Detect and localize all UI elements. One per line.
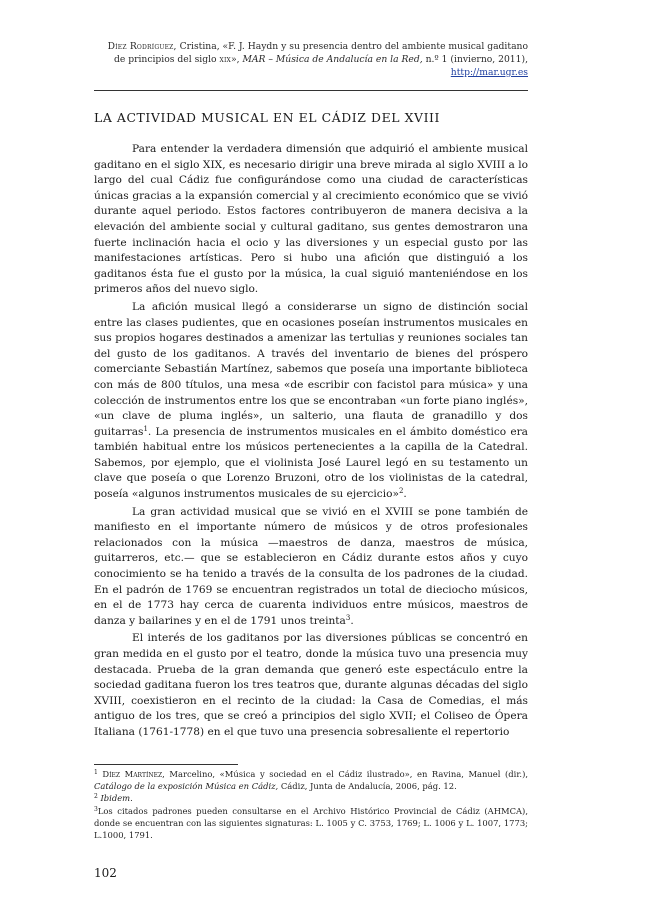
- footnote-text: Ibidem.: [100, 793, 133, 804]
- paragraph-text: La gran actividad musical que se vivió en el XVIII se pone también de manifiesto en el importante número de músicos y de otros profesionales relacionados con la música —maestros de danza, maestros de música, guitarreros, etc.— que se establecieron en Cádiz durante estos años y cuyo conocimiento se ha tenido a través de la consulta de los padrones de la ciudad. En el padrón de 1769 se encuentran registrados un total de dieciocho músicos, en el de 1773 hay cerca de cuarenta individuos entre músicos, maestros de danza y bailarines y en el de 1791 unos treinta: [94, 505, 528, 627]
- header-citation-1: Cristina, «F. J. Haydn y su presencia dentro del ambiente musical gaditano de principios del siglo: [113, 41, 528, 65]
- section-title: LA ACTIVIDAD MUSICAL EN EL CÁDIZ DEL XVIII: [94, 110, 441, 125]
- footnote-number: 2: [94, 793, 98, 801]
- paragraph-text: .: [350, 614, 354, 627]
- paragraph-text: Para entender la verdadera dimensión que adquirió el ambiente musical gaditano en el siglo XIX, es necesario dirigir una breve mirada al siglo XVIII a lo largo del cual Cádiz fue configurándose como una ciudad de características únicas gracias a la expansión comercial y al crecimiento económico que se vivió durante aquel periodo. Estos factores contribuyeron de manera decisiva a la elevación del ambiente social y cultural gaditano, sus gentes demostraron una fuerte inclinación hacia el ocio y las diversiones y un especial gusto por las manifestaciones artísticas. Pero si hubo una afición que distinguió a los gaditanos ésta fue el gusto por la música, la cual siguió manteniéndose en los primeros años del nuevo siglo.: [94, 143, 528, 296]
- footnote-2: [94, 792, 528, 804]
- footnote-1: [94, 768, 528, 792]
- header-century: xix: [219, 54, 232, 65]
- header-url-link[interactable]: http://mar.ugr.es: [450, 67, 528, 78]
- page-number: 102: [94, 866, 117, 880]
- footnote-title: Catálogo de la exposición Música en Cádiz,: [94, 781, 279, 792]
- header-citation-2: »,: [231, 54, 243, 65]
- footnote-ref-1[interactable]: 1: [143, 424, 148, 433]
- running-header: [104, 40, 528, 79]
- paragraph-2: [94, 300, 528, 503]
- footnote-3: [94, 805, 528, 842]
- footnote-number: 3: [94, 805, 98, 813]
- paragraph-1: [94, 142, 528, 298]
- footnotes: [94, 768, 528, 841]
- header-author: Díez Rodríguez,: [107, 41, 177, 52]
- footnote-ref-2[interactable]: 2: [398, 487, 404, 496]
- header-divider: [94, 90, 528, 91]
- footnote-text: Marcelino, «Música y sociedad en el Cádiz ilustrado», en Ravina, Manuel (dir.),: [164, 769, 529, 779]
- paragraph-4: [94, 631, 528, 740]
- footnote-number: 1: [94, 769, 98, 776]
- footnote-author: Díez Martínez,: [102, 769, 165, 779]
- footnote-text: Cádiz, Junta de Andalucía, 2006, pág. 12.: [278, 781, 457, 792]
- paragraph-text: El interés de los gaditanos por las diversiones públicas se concentró en gran medida en el gusto por el teatro, donde la música tuvo una presencia muy destacada. Prueba de la gran demanda que generó este espectáculo entre la sociedad gaditana fueron los tres teatros que, durante algunas décadas del siglo XVIII, coexistieron en el recinto de la ciudad: la Casa de Comedias, el más antiguo de los tres, que se creó a principios del siglo XVII; el Coliseo de Ópera Italiana (1761-1778) en el que tuvo una presencia sobresaliente el repertorio: [94, 632, 528, 738]
- paragraph-text: . La presencia de instrumentos musicales en el ámbito doméstico era también habitual entre los músicos pertenecientes a la capilla de la Catedral. Sabemos, por ejemplo, que el violinista José Laurel legó en su testamento un clave que poseía o que Lorenzo Bruzoni, otro de los violinistas de la catedral, poseía «algunos instrumentos musicales de su ejercicio»: [94, 425, 528, 501]
- body-text: [94, 142, 528, 741]
- footnote-divider: [94, 764, 238, 765]
- paragraph-3: [94, 505, 528, 630]
- footnote-ref-3[interactable]: 3: [345, 613, 351, 622]
- footnote-text: Los citados padrones pueden consultarse en el Archivo Histórico Provincial de Cádiz (AHMCA), donde se encuentran con las siguientes signaturas: L. 1005 y C. 3753, 1769; L. 1006 y L. 1007, 1773; L.1000, 1791.: [94, 805, 528, 841]
- paragraph-text: La afición musical llegó a considerarse un signo de distinción social entre las clases pudientes, que en ocasiones poseían instrumentos musicales en sus propios hogares destinados a amenizar las tertulias y reuniones sociales tan del gusto de los gaditanos. A través del inventario de bienes del próspero comerciante Sebastián Martínez, sabemos que poseía una importante biblioteca con más de 800 títulos, una mesa «de escribir con facistol para música» y una colección de instrumentos entre los que se encontraban «un forte piano inglés», «un clave de pluma inglés», un salterio, una flauta de granadillo y dos guitarras: [94, 300, 528, 438]
- header-journal: MAR – Música de Andalucía en la Red,: [242, 54, 423, 65]
- paragraph-text: .: [403, 488, 407, 501]
- header-citation-3: n.º 1 (invierno, 2011),: [422, 54, 528, 65]
